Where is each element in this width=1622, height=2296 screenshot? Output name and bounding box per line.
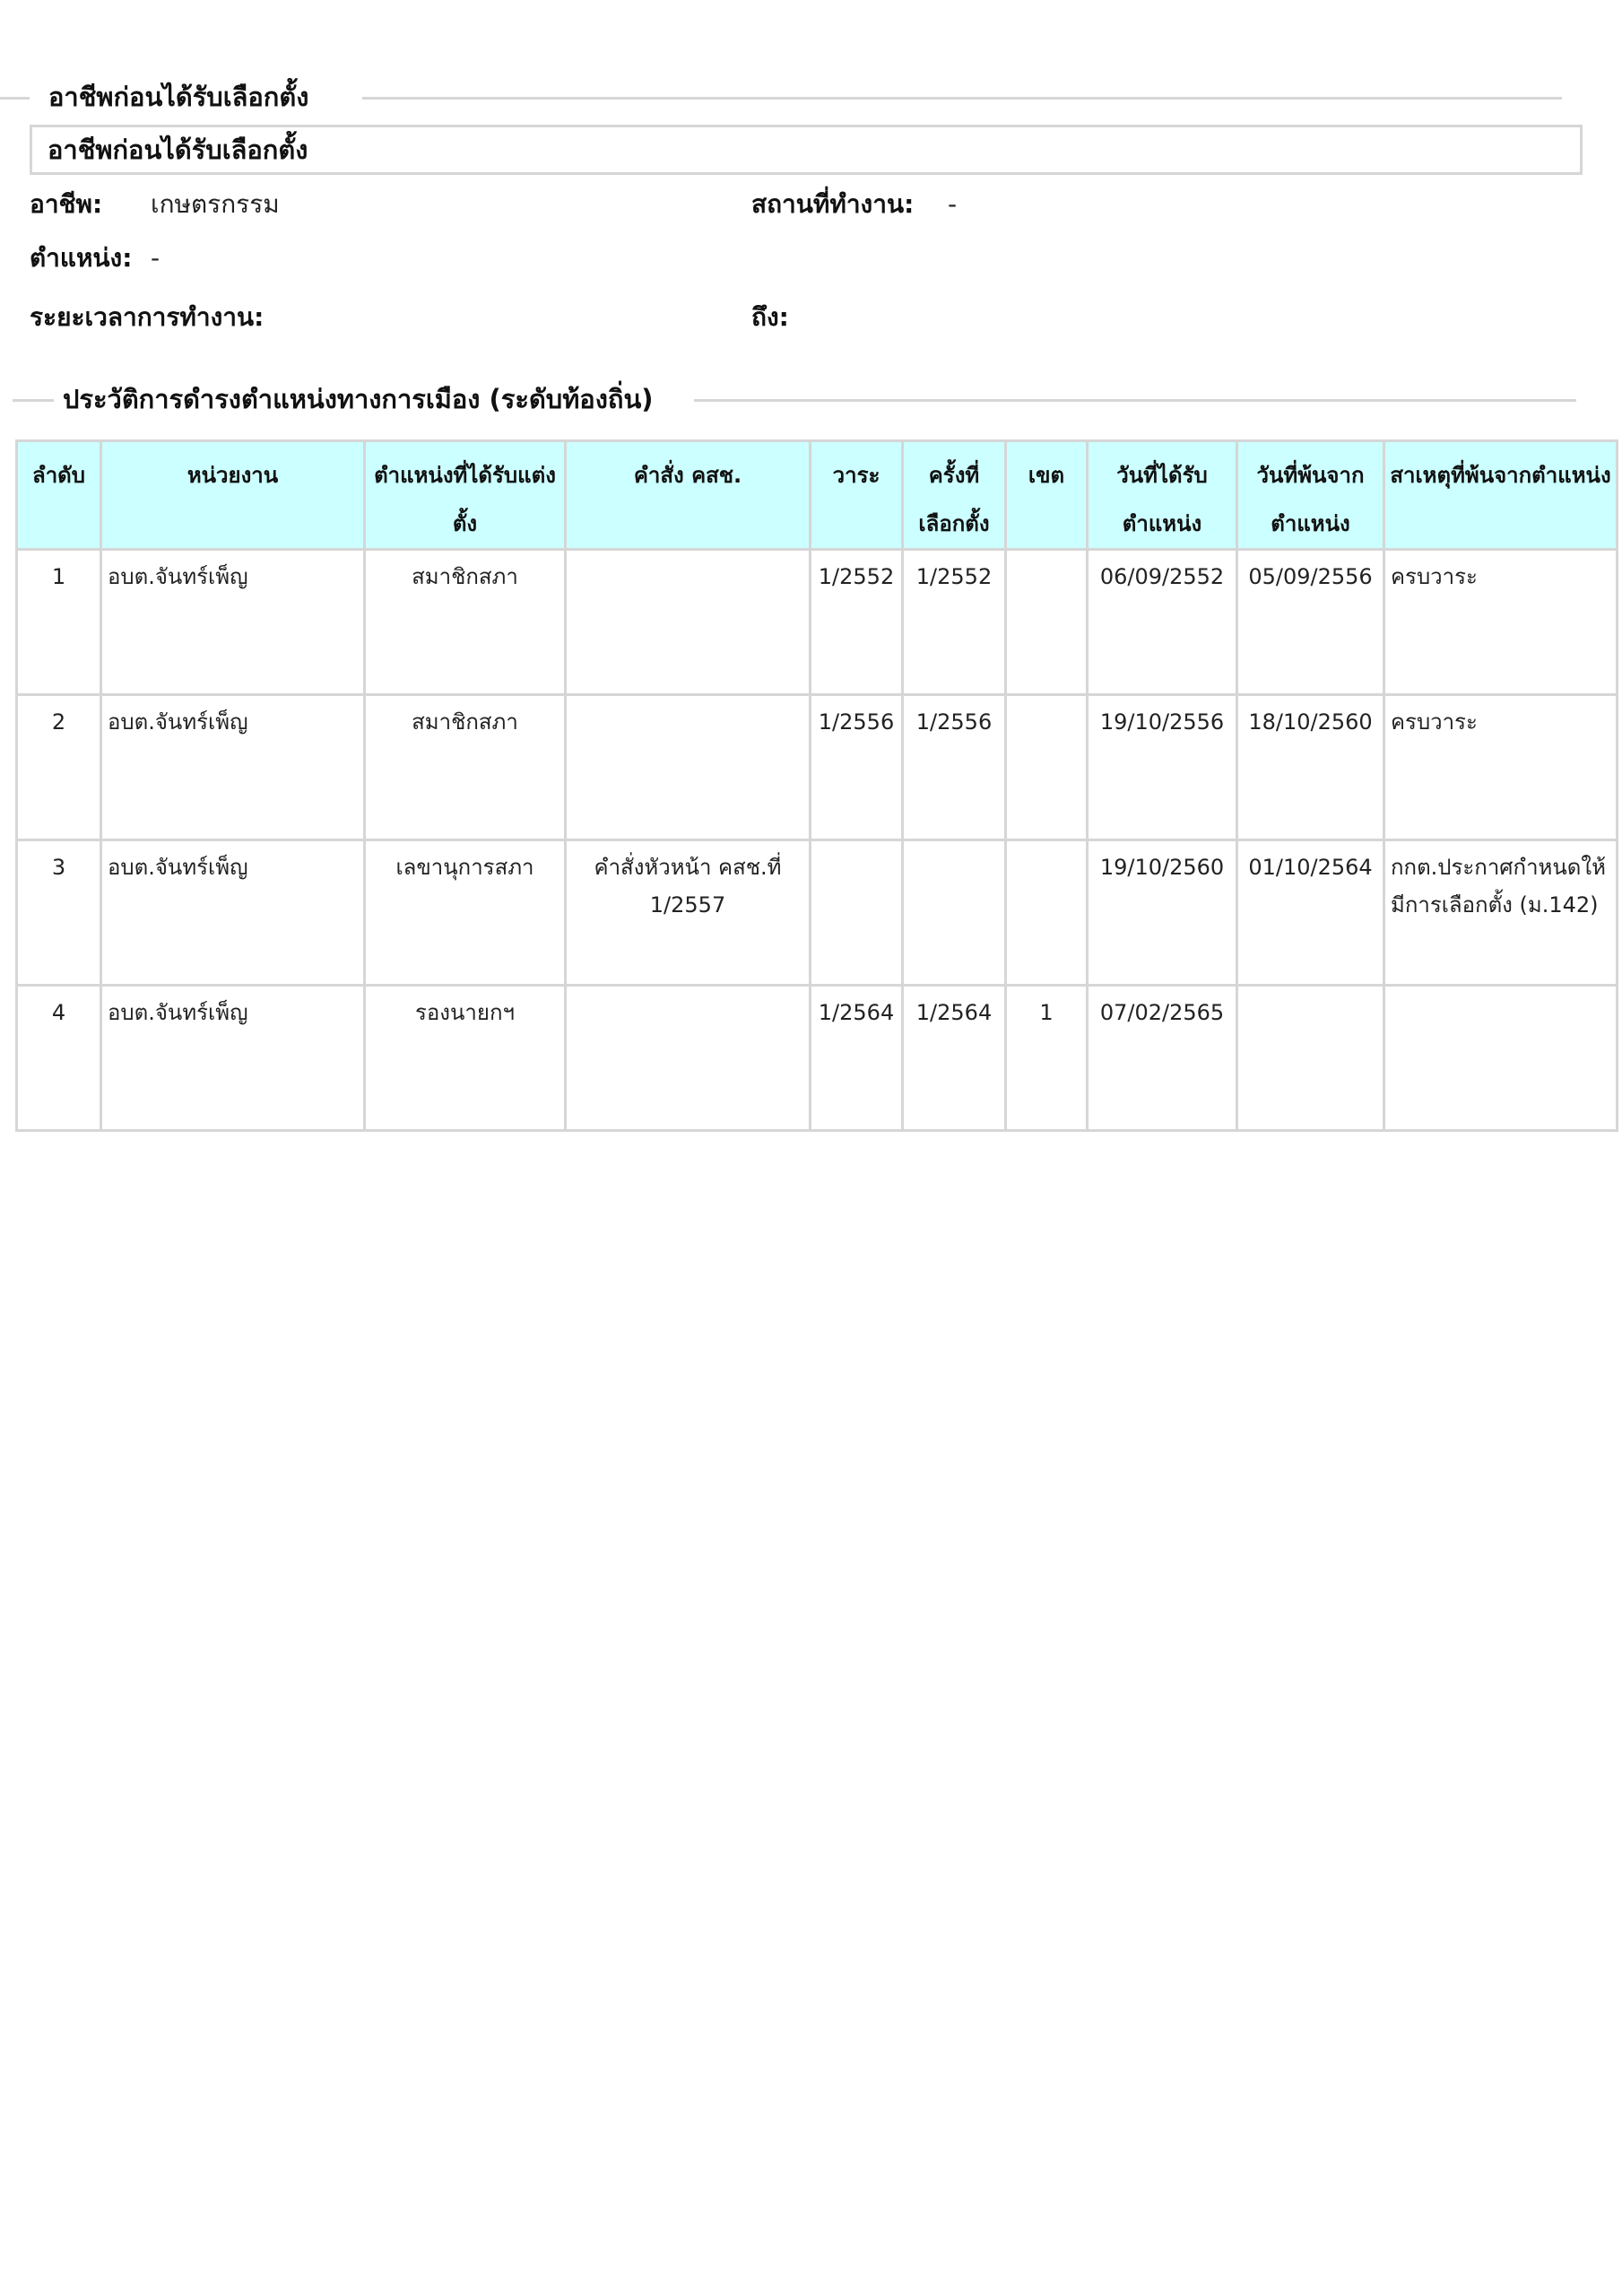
- table-row: [17, 986, 1618, 1131]
- occupation-value: เกษตรกรรม: [151, 189, 280, 219]
- table-header-row: [17, 441, 1618, 550]
- to-label: ถึง:: [751, 302, 789, 332]
- cell-order: [566, 986, 811, 1131]
- col-header-position: ตำแหน่งที่ได้รับแต่งตั้ง: [365, 441, 566, 550]
- cell-no: 4: [17, 986, 101, 1131]
- header-line-right: [362, 97, 1562, 100]
- col-header-end-date: วันที่พ้นจากตำแหน่ง: [1237, 441, 1384, 550]
- col-header-start-date: วันที่ได้รับตำแหน่ง: [1088, 441, 1237, 550]
- cell-start-date: 06/09/2552: [1088, 550, 1237, 695]
- col-header-order: คำสั่ง คสช.: [566, 441, 811, 550]
- workplace-value: -: [948, 189, 958, 219]
- cell-end-date: 18/10/2560: [1237, 695, 1384, 840]
- cell-term: 1/2556: [811, 695, 903, 840]
- cell-no: 1: [17, 550, 101, 695]
- cell-end-date: 01/10/2564: [1237, 840, 1384, 986]
- cell-org: อบต.จันทร์เพ็ญ: [101, 695, 365, 840]
- cell-org: อบต.จันทร์เพ็ญ: [101, 986, 365, 1131]
- position-label: ตำแหน่ง:: [30, 243, 133, 273]
- col-header-election: ครั้งที่เลือกตั้ง: [903, 441, 1006, 550]
- cell-position: สมาชิกสภา: [365, 550, 566, 695]
- cell-reason: ครบวาระ: [1384, 550, 1618, 695]
- col-header-org: หน่วยงาน: [101, 441, 365, 550]
- cell-end-date: 05/09/2556: [1237, 550, 1384, 695]
- cell-term: [811, 840, 903, 986]
- cell-no: 3: [17, 840, 101, 986]
- col-header-reason: สาเหตุที่พ้นจากตำแหน่ง: [1384, 441, 1618, 550]
- cell-order: [566, 695, 811, 840]
- table-row: [17, 840, 1618, 986]
- occupation-section-title: อาชีพก่อนได้รับเลือกตั้ง: [48, 82, 309, 112]
- col-header-district: เขต: [1006, 441, 1088, 550]
- cell-order: [566, 550, 811, 695]
- cell-district: [1006, 550, 1088, 695]
- cell-district: 1: [1006, 986, 1088, 1131]
- cell-term: 1/2552: [811, 550, 903, 695]
- table-row: [17, 695, 1618, 840]
- cell-position: เลขานุการสภา: [365, 840, 566, 986]
- cell-district: [1006, 695, 1088, 840]
- cell-election: 1/2556: [903, 695, 1006, 840]
- cell-district: [1006, 840, 1088, 986]
- cell-org: อบต.จันทร์เพ็ญ: [101, 550, 365, 695]
- occupation-section-header: [0, 79, 1622, 115]
- cell-election: 1/2552: [903, 550, 1006, 695]
- cell-reason: กกต.ประกาศกำหนดให้มีการเลือกตั้ง (ม.142): [1384, 840, 1618, 986]
- position-value: -: [151, 243, 160, 273]
- occupation-box-title: อาชีพก่อนได้รับเลือกตั้ง: [30, 125, 1583, 175]
- cell-end-date: [1237, 986, 1384, 1131]
- header-line-left: [0, 97, 30, 100]
- cell-position: รองนายกฯ: [365, 986, 566, 1131]
- cell-org: อบต.จันทร์เพ็ญ: [101, 840, 365, 986]
- table-row: [17, 550, 1618, 695]
- cell-no: 2: [17, 695, 101, 840]
- history-section-header: [0, 381, 1622, 417]
- cell-election: [903, 840, 1006, 986]
- history-section-title: ประวัติการดำรงตำแหน่งทางการเมือง (ระดับท้องถิ่น): [63, 384, 654, 414]
- cell-position: สมาชิกสภา: [365, 695, 566, 840]
- cell-order: คำสั่งหัวหน้า คสช.ที่ 1/2557: [566, 840, 811, 986]
- workplace-label: สถานที่ทำงาน:: [751, 189, 915, 219]
- cell-reason: ครบวาระ: [1384, 695, 1618, 840]
- work-period-label: ระยะเวลาการทำงาน:: [30, 302, 265, 332]
- political-history-table: [15, 439, 1618, 1132]
- col-header-no: ลำดับ: [17, 441, 101, 550]
- col-header-term: วาระ: [811, 441, 903, 550]
- cell-election: 1/2564: [903, 986, 1006, 1131]
- header-line-left: [13, 399, 54, 402]
- cell-reason: [1384, 986, 1618, 1131]
- header-line-right: [694, 399, 1576, 402]
- cell-start-date: 19/10/2556: [1088, 695, 1237, 840]
- cell-start-date: 19/10/2560: [1088, 840, 1237, 986]
- cell-start-date: 07/02/2565: [1088, 986, 1237, 1131]
- occupation-label: อาชีพ:: [30, 189, 103, 219]
- cell-term: 1/2564: [811, 986, 903, 1131]
